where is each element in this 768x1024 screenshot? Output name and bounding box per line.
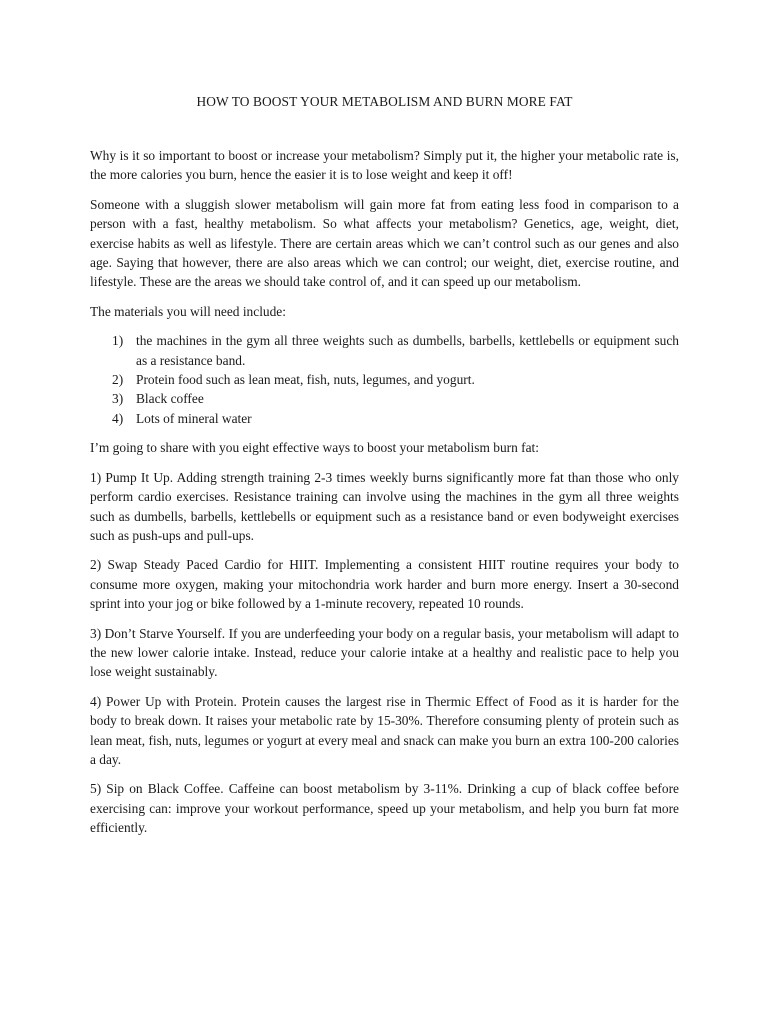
document-title: HOW TO BOOST YOUR METABOLISM AND BURN MORE FAT xyxy=(196,94,573,109)
list-item-number: 3) xyxy=(112,391,124,407)
list-item-number: 1) xyxy=(112,333,124,349)
body-paragraph-dont-starve: 3) Don’t Starve Yourself. If you are underfeeding your body on a regular basis, your metabolism will adapt to the new lower calorie intake. Instead, reduce your calorie intake at a healthy and realistic pace to help you lose weight sustainably. xyxy=(90,625,679,680)
list-item-text: Lots of mineral water xyxy=(136,410,252,426)
materials-intro: The materials you will need include: xyxy=(90,303,286,319)
body-paragraph-pump-it-up: 1) Pump It Up. Adding strength training 2-3 times weekly burns significantly more fat than those who only perform cardio exercises. Resistance training can involve using the machines in the gym all three weights such as dumbells, barbells, kettlebells or equipment such as a resistance band or even bodyweight exercises such as push-ups and pull-ups. xyxy=(90,469,679,543)
body-paragraph-protein: 4) Power Up with Protein. Protein causes the largest rise in Thermic Effect of Food as it is harder for the body to break down. It raises your metabolic rate by 15-30%. Therefore consuming plenty of protein such as lean meat, fish, nuts, legumes or yogurt at every meal and snack can make you burn an extra 100-200 calories a day. xyxy=(90,693,679,767)
list-item-text: the machines in the gym all three weights such as dumbells, barbells, kettlebells or equipment such as a resistance band. xyxy=(136,333,679,368)
list-item-number: 2) xyxy=(112,372,124,388)
list-item xyxy=(90,389,679,408)
body-paragraph-black-coffee: 5) Sip on Black Coffee. Caffeine can boost metabolism by 3-11%. Drinking a cup of black coffee before exercising can: improve your workout performance, speed up your metabolism, and help you burn fat more efficiently. xyxy=(90,781,679,836)
intro-paragraph-1: Why is it so important to boost or increase your metabolism? Simply put it, the higher your metabolic rate is, the more calories you burn, hence the easier it is to lose weight and keep it off! xyxy=(90,148,679,183)
materials-list xyxy=(90,331,679,428)
body-paragraph-intro: I’m going to share with you eight effective ways to boost your metabolism burn fat: xyxy=(90,440,539,456)
intro-paragraph-2: Someone with a sluggish slower metabolism will gain more fat from eating less food in comparison to a person with a fast, healthy metabolism. So what affects your metabolism? Genetics, age, weight, diet, exercise habits as well as lifestyle. There are certain areas which we can’t control such as our genes and also age. Saying that however, there are also areas which we can control; our weight, diet, exercise routine, and lifestyle. These are the areas we should take control of, and it can speed up our metabolism. xyxy=(90,196,679,290)
list-item-number: 4) xyxy=(112,410,124,426)
list-item xyxy=(90,370,679,389)
list-item-text: Protein food such as lean meat, fish, nuts, legumes, and yogurt. xyxy=(136,372,475,388)
list-item xyxy=(90,409,679,428)
list-item xyxy=(90,331,679,370)
list-item-text: Black coffee xyxy=(136,391,204,407)
body-paragraph-hiit: 2) Swap Steady Paced Cardio for HIIT. Implementing a consistent HIIT routine requires your body to consume more oxygen, making your mitochondria work harder and burn more energy. Insert a 30-second sprint into your jog or bike followed by a 1-minute recovery, repeated 10 rounds. xyxy=(90,557,679,612)
